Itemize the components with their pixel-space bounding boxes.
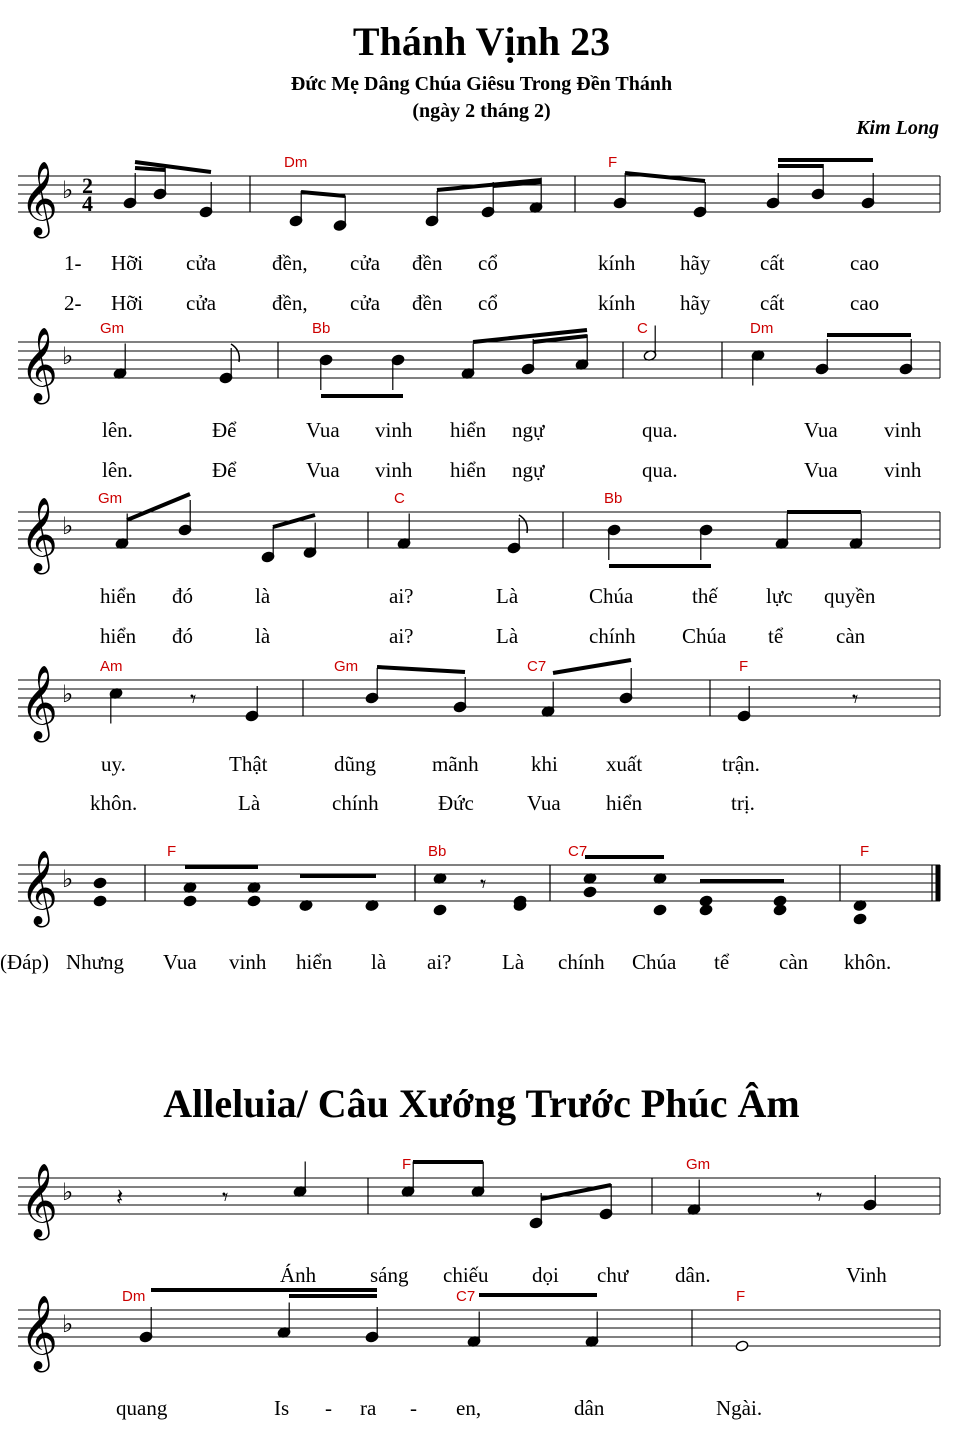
lyric-verse-2: cửa (350, 291, 381, 315)
lyric-verse-2: hiển (100, 624, 137, 648)
chord-symbol: Gm (98, 490, 123, 507)
chord-symbol: F (608, 154, 618, 171)
chord-symbol: Bb (428, 843, 447, 860)
note-beam (127, 494, 190, 520)
lyric-verse-1: hiển (450, 418, 487, 442)
lyric-verse-2: ngự (512, 458, 545, 482)
lyric-verse-2: qua. (642, 458, 678, 482)
lyric-verse-1: Để (212, 418, 237, 442)
lyric-verse-1: Là (496, 584, 519, 608)
feast-date: (ngày 2 tháng 2) (412, 100, 551, 122)
lyric-verse-2: Là (238, 791, 261, 815)
eighth-rest-icon: 𝄾 (852, 685, 859, 713)
chord-symbol: Bb (604, 490, 623, 507)
lyric-refrain: vinh (229, 950, 267, 974)
lyric-refrain: tể (714, 950, 730, 974)
note-beam (135, 168, 165, 170)
lyric-verse-2: Để (212, 458, 237, 482)
lyric-alleluia: dọi (532, 1263, 559, 1287)
lyric-verse-2: cao (850, 291, 880, 315)
lyric-refrain: Nhưng (66, 950, 125, 974)
lyric-alleluia: dân. (675, 1263, 711, 1287)
lyric-alleluia: Is (274, 1396, 290, 1420)
lyric-alleluia: Vinh (846, 1263, 887, 1287)
lyric-verse-2: hãy (680, 291, 711, 315)
lyric-verse-2: Chúa (682, 624, 727, 648)
lyric-verse-2: khôn. (90, 791, 138, 815)
note-head (735, 1340, 749, 1352)
flat-key-signature-icon: ♭ (62, 680, 74, 708)
treble-clef-icon: 𝄞 (20, 162, 58, 236)
lyric-verse-1: kính (598, 251, 636, 275)
note-beam (377, 667, 465, 672)
lyric-verse-1: Chúa (589, 584, 634, 608)
lyric-verse-1: đó (172, 584, 193, 608)
lyric-verse-2: ai? (389, 624, 414, 648)
chord-symbol: C7 (568, 843, 588, 860)
note-head (433, 904, 447, 916)
lyric-verse-1: cổ (478, 251, 498, 275)
lyric-verse-1: khi (531, 752, 558, 776)
chord-symbol: F (860, 843, 870, 860)
note-head (699, 904, 713, 916)
note-head (583, 886, 597, 898)
lyric-verse-1: cửa (350, 251, 381, 275)
lyric-verse-1: xuất (606, 752, 643, 776)
lyric-verse-2: vinh (884, 458, 922, 482)
note-beam (533, 336, 587, 342)
lyric-refrain: Chúa (632, 950, 677, 974)
chord-symbol: C7 (527, 658, 547, 675)
chord-symbol: Am (100, 658, 123, 675)
lyric-refrain: hiển (296, 950, 333, 974)
note-flag (231, 344, 239, 362)
lyric-verse-2: Hỡi (111, 291, 144, 315)
lyric-verse-1: cất (760, 251, 785, 275)
treble-clef-icon: 𝄞 (20, 498, 58, 572)
lyric-verse-1: quyền (824, 584, 876, 608)
lyric-verse-2: cổ (478, 291, 498, 315)
lyric-alleluia: quang (116, 1396, 168, 1420)
refrain-label: (Đáp) (0, 950, 49, 974)
note-beam (625, 173, 705, 181)
lyric-verse-1: vinh (884, 418, 922, 442)
note-head (93, 877, 107, 889)
eighth-rest-icon: 𝄾 (190, 685, 197, 713)
lyric-verse-1: uy. (101, 752, 126, 776)
lyric-verse-1: hãy (680, 251, 711, 275)
lyric-verse-2: Vua (527, 791, 561, 815)
lyric-verse-2: Là (496, 624, 519, 648)
lyric-refrain: càn (779, 950, 809, 974)
lyric-verse-2: hiển (606, 791, 643, 815)
eighth-rest-icon: 𝄾 (816, 1183, 823, 1211)
chord-symbol: C (637, 320, 648, 337)
quarter-rest-icon: 𝄽 (116, 1183, 124, 1211)
lyric-verse-1: ai? (389, 584, 414, 608)
chord-symbol: F (736, 1288, 746, 1305)
lyric-verse-1: trận. (722, 752, 760, 776)
lyric-alleluia: chiếu (443, 1263, 489, 1287)
lyric-verse-2: cất (760, 291, 785, 315)
lyric-verse-2: chính (332, 791, 379, 815)
lyric-alleluia: - (410, 1396, 417, 1420)
lyric-alleluia: en, (456, 1396, 482, 1420)
lyric-alleluia: chư (597, 1263, 629, 1287)
flat-key-signature-icon: ♭ (62, 512, 74, 540)
treble-clef-icon: 𝄞 (20, 1164, 58, 1238)
lyric-verse-1: lên. (102, 418, 133, 442)
composer: Kim Long (856, 117, 939, 139)
lyric-verse-2: càn (836, 624, 866, 648)
lyric-verse-1: thế (692, 584, 718, 608)
chord-symbol: Dm (750, 320, 774, 337)
lyric-alleluia: Ánh (280, 1263, 317, 1287)
lyric-alleluia: ra (360, 1396, 377, 1420)
lyric-verse-2: đền, (272, 291, 308, 315)
lyric-verse-2: Đức (438, 791, 474, 815)
note-head (773, 904, 787, 916)
lyric-refrain: ai? (427, 950, 452, 974)
chord-symbol: F (167, 843, 177, 860)
verse-number: 2- (64, 291, 82, 315)
treble-clef-icon: 𝄞 (20, 666, 58, 740)
time-signature-top: 2 (82, 173, 93, 198)
lyric-verse-2: hiển (450, 458, 487, 482)
chord-symbol: F (739, 658, 749, 675)
lyric-verse-1: Vua (804, 418, 838, 442)
lyric-refrain: Là (502, 950, 525, 974)
flat-key-signature-icon: ♭ (62, 1310, 74, 1338)
lyric-refrain: Vua (163, 950, 197, 974)
lyric-verse-1: qua. (642, 418, 678, 442)
lyric-verse-1: hiển (100, 584, 137, 608)
treble-clef-icon: 𝄞 (20, 328, 58, 402)
verse-number: 1- (64, 251, 82, 275)
page-title: Thánh Vịnh 23 (352, 19, 611, 64)
chord-symbol: Dm (284, 154, 308, 171)
lyric-verse-2: đền (412, 291, 443, 315)
chord-symbol: Gm (334, 658, 359, 675)
lyric-alleluia: Ngài. (716, 1396, 763, 1420)
lyric-verse-2: tể (768, 624, 784, 648)
note-beam (553, 660, 631, 673)
lyric-verse-1: cao (850, 251, 880, 275)
flat-key-signature-icon: ♭ (62, 865, 74, 893)
time-signature-bottom: 4 (82, 191, 93, 216)
lyric-verse-1: dũng (334, 752, 376, 776)
lyric-verse-1: ngự (512, 418, 545, 442)
lyric-verse-2: Vua (306, 458, 340, 482)
note-head (93, 895, 107, 907)
treble-clef-icon: 𝄞 (20, 1296, 58, 1370)
lyric-verse-1: lực (766, 584, 793, 608)
note-head (653, 904, 667, 916)
lyric-verse-2: đó (172, 624, 193, 648)
lyric-verse-1: đền, (272, 251, 308, 275)
chord-symbol: Gm (686, 1156, 711, 1173)
lyric-verse-2: kính (598, 291, 636, 315)
chord-symbol: Bb (312, 320, 331, 337)
lyric-refrain: chính (558, 950, 605, 974)
lyric-verse-2: Vua (804, 458, 838, 482)
lyric-verse-1: là (255, 584, 271, 608)
lyric-verse-2: là (255, 624, 271, 648)
flat-key-signature-icon: ♭ (62, 1178, 74, 1206)
subtitle: Đức Mẹ Dâng Chúa Giêsu Trong Đền Thánh (290, 73, 673, 95)
note-beam (301, 192, 345, 196)
chord-symbol: C (394, 490, 405, 507)
flat-key-signature-icon: ♭ (62, 342, 74, 370)
note-head (247, 895, 261, 907)
lyric-verse-2: lên. (102, 458, 133, 482)
lyric-alleluia: sáng (370, 1263, 409, 1287)
note-head (853, 913, 867, 925)
lyric-verse-1: Hỡi (111, 251, 144, 275)
treble-clef-icon: 𝄞 (20, 851, 58, 925)
lyric-verse-2: vinh (375, 458, 413, 482)
chord-symbol: C7 (456, 1288, 476, 1305)
chord-symbol: Gm (100, 320, 125, 337)
chord-symbol: Dm (122, 1288, 146, 1305)
lyric-verse-2: cửa (186, 291, 217, 315)
lyric-verse-1: mãnh (432, 752, 479, 776)
lyric-verse-1: đền (412, 251, 443, 275)
lyric-verse-1: vinh (375, 418, 413, 442)
lyric-alleluia: - (325, 1396, 332, 1420)
eighth-rest-icon: 𝄾 (480, 870, 487, 898)
lyric-verse-1: Thật (229, 752, 268, 776)
lyric-refrain: là (371, 950, 387, 974)
lyric-verse-1: cửa (186, 251, 217, 275)
note-head (183, 895, 197, 907)
lyric-refrain: khôn. (844, 950, 892, 974)
flat-key-signature-icon: ♭ (62, 176, 74, 204)
lyric-alleluia: dân (574, 1396, 605, 1420)
alleluia-title: Alleluia/ Câu Xướng Trước Phúc Âm (163, 1081, 800, 1126)
lyric-verse-2: chính (589, 624, 636, 648)
lyric-verse-1: Vua (306, 418, 340, 442)
lyric-verse-2: trị. (731, 791, 755, 815)
eighth-rest-icon: 𝄾 (222, 1183, 229, 1211)
chord-symbol: F (402, 1156, 412, 1173)
